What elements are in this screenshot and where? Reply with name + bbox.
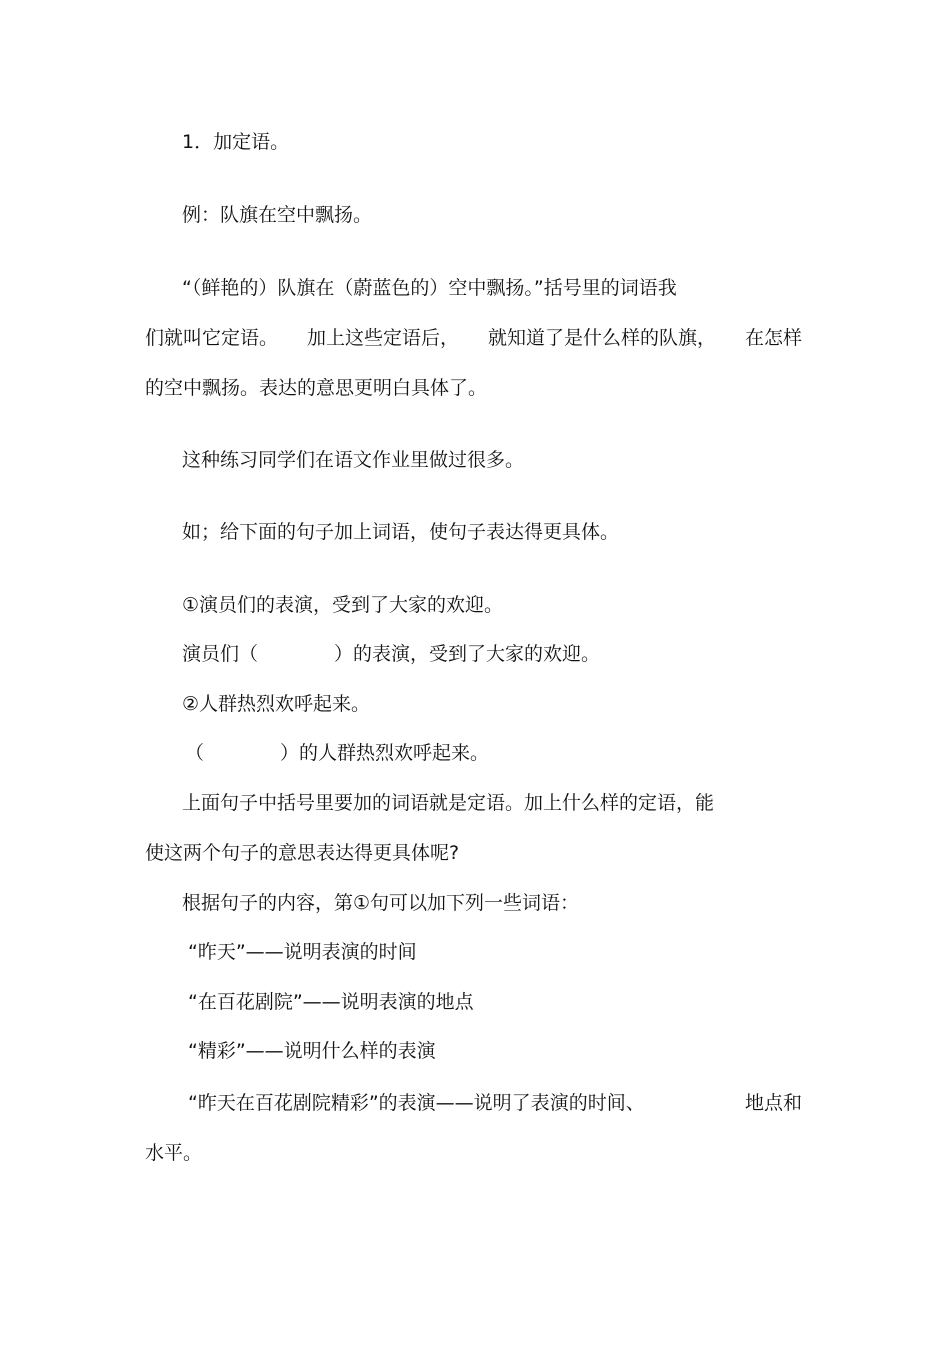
text-segment: 就知道了是什么样的队旗， bbox=[487, 327, 716, 349]
text-segment: 加上这些定语后， bbox=[306, 327, 459, 349]
text-segment: “昨天在百花剧院精彩”的表演——说明了表演的时间、 bbox=[188, 1092, 645, 1114]
exercise-item: ①演员们的表演，受到了大家的欢迎。 bbox=[182, 594, 504, 616]
exercise-fill-line: （ ）的人群热烈欢呼起来。 bbox=[185, 742, 490, 764]
paragraph-line: 的空中飘扬。表达的意思更明白具体了。 bbox=[145, 377, 488, 399]
paragraph-line: 水平。 bbox=[145, 1142, 203, 1164]
list-item: “在百花剧院”——说明表演的地点 bbox=[188, 991, 474, 1013]
paragraph-line: 根据句子的内容，第①句可以加下列一些词语： bbox=[182, 892, 580, 914]
exercise-prompt: 如；给下面的句子加上词语，使句子表达得更具体。 bbox=[182, 521, 620, 543]
list-item: “昨天”——说明表演的时间 bbox=[188, 941, 417, 963]
text-segment: 在怎样 bbox=[744, 327, 802, 349]
text-segment: 们就叫它定语。 bbox=[145, 327, 279, 349]
exercise-fill-line: 演员们（ ）的表演，受到了大家的欢迎。 bbox=[182, 643, 601, 665]
list-item: “精彩”——说明什么样的表演 bbox=[188, 1040, 436, 1062]
example-sentence: 例：队旗在空中飘扬。 bbox=[182, 204, 373, 226]
paragraph-line bbox=[188, 1091, 802, 1115]
paragraph-line: 使这两个句子的意思表达得更具体呢? bbox=[145, 842, 460, 864]
section-heading: 1．加定语。 bbox=[182, 131, 290, 153]
exercise-item: ②人群热烈欢呼起来。 bbox=[182, 693, 371, 715]
paragraph-line: 这种练习同学们在语文作业里做过很多。 bbox=[182, 449, 525, 471]
paragraph-line: 上面句子中括号里要加的词语就是定语。加上什么样的定语，能 bbox=[182, 792, 715, 814]
text-segment: 地点和 bbox=[744, 1092, 802, 1114]
paragraph-line: “（鲜艳的）队旗在（蔚蓝色的）空中飘扬。”括号里的词语我 bbox=[182, 277, 677, 299]
paragraph-line bbox=[145, 326, 802, 350]
